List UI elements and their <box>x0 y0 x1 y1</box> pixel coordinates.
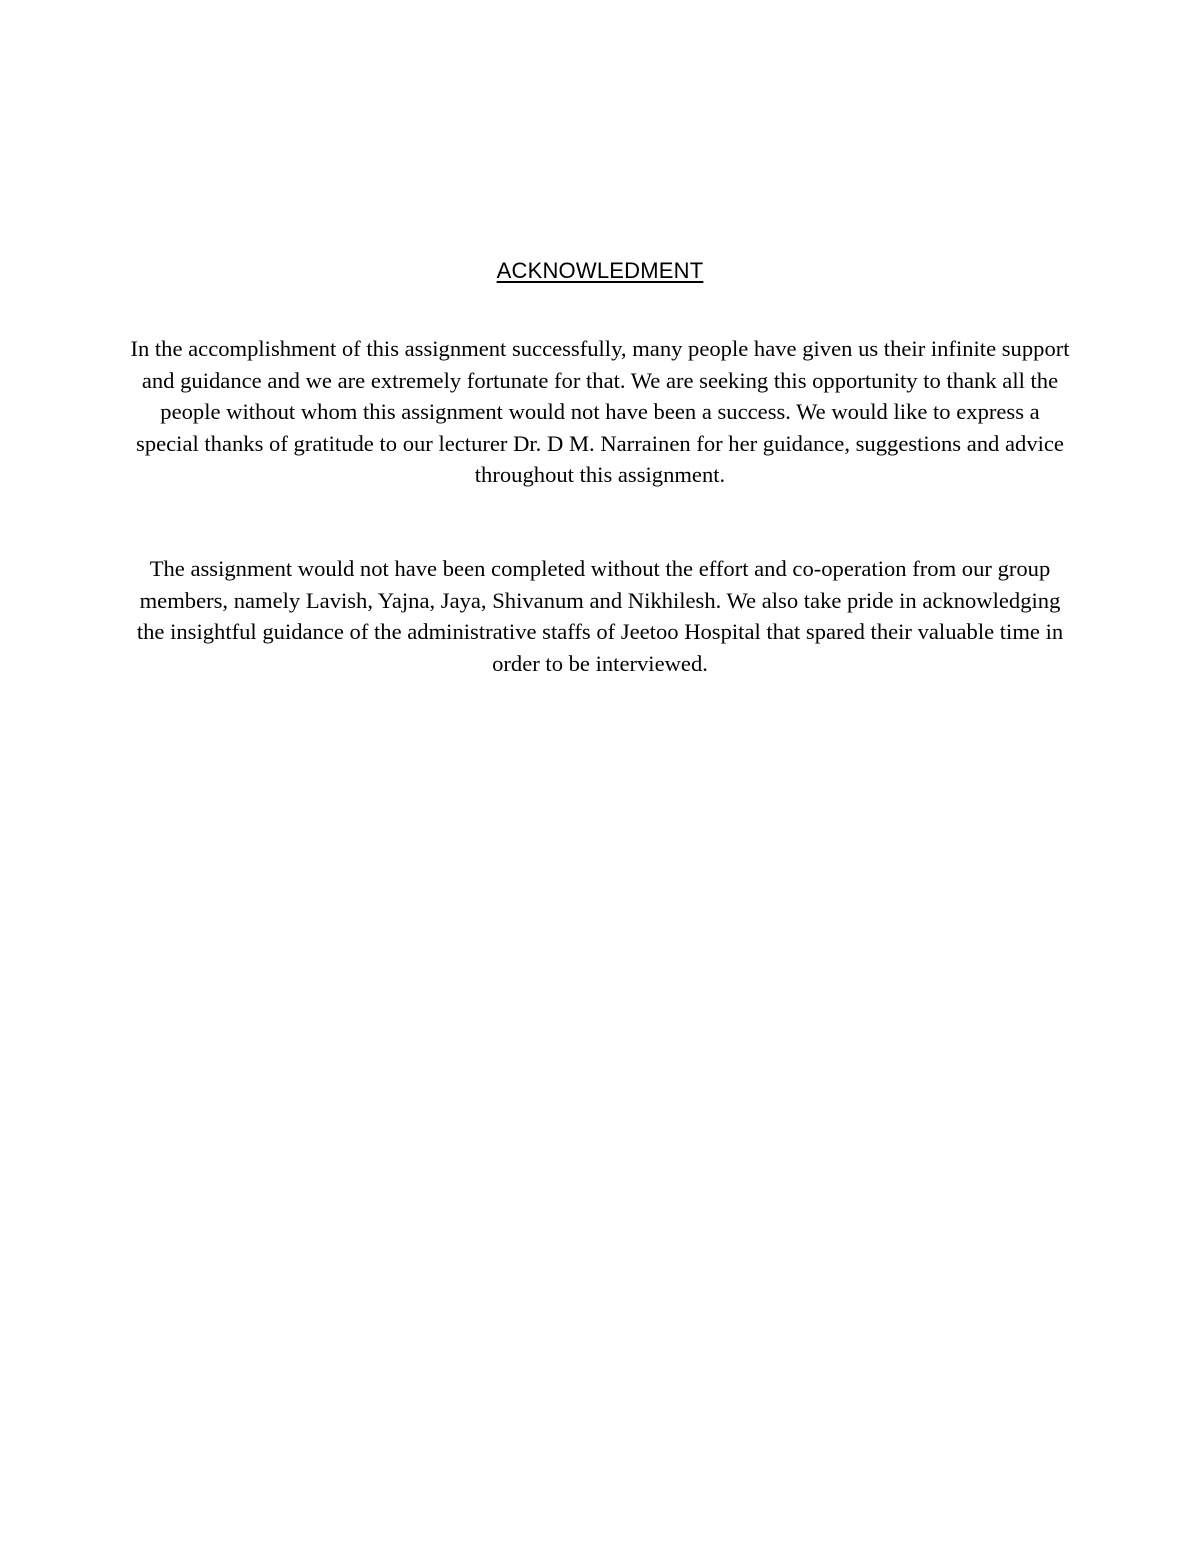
page-title: ACKNOWLEDMENT <box>496 258 704 283</box>
acknowledgment-paragraph-2: The assignment would not have been completed without the effort and co-operation from our group members, namely Lavish, Yajna, Jaya, Shivanum and Nikhilesh. We also take pride in acknowledging the insightful guidance of the administrative staffs of Jeetoo Hospital that spared their valuable time in order to be interviewed. <box>136 556 1064 676</box>
acknowledgment-paragraph-1: In the accomplishment of this assignment successfully, many people have given us their infinite support and guidance and we are extremely fortunate for that. We are seeking this opportunity to thank all the people without whom this assignment would not have been a success. We would like to express a special thanks of gratitude to our lecturer Dr. D M. Narrainen for her guidance, suggestions and advice throughout this assignment. <box>130 336 1070 487</box>
